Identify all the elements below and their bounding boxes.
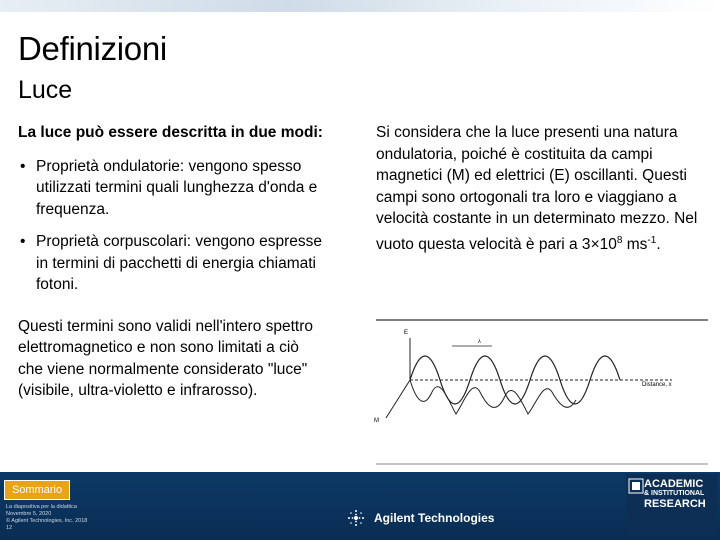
academic-research-logo (626, 474, 718, 536)
footer-line: 12 (6, 525, 13, 531)
bullet-item-wave (18, 156, 323, 221)
footer-bar (0, 472, 720, 540)
bullet-icon: • (20, 233, 26, 250)
footer-info (6, 504, 87, 532)
academic-emblem-icon (628, 478, 644, 494)
intro-text: La luce può essere descritta in due modi: (18, 124, 323, 141)
bullet-text: Proprietà corpuscolari: vengono espresse in termini di pacchetti di energia chiamati fotoni. (36, 233, 323, 293)
unit-text: ms (622, 235, 648, 253)
bullet-list (18, 156, 323, 296)
left-column (18, 122, 323, 402)
slide-subtitle: Luce (18, 76, 73, 104)
academic-line-3: RESEARCH (644, 498, 706, 510)
academic-line-1: ACADEMIC (644, 478, 704, 490)
right-column (376, 122, 711, 255)
academic-text (644, 478, 706, 510)
agilent-logo (346, 508, 494, 528)
header-strip (0, 0, 720, 12)
sommario-button[interactable]: Sommario (4, 480, 70, 500)
label-lambda: λ (478, 339, 481, 345)
times-symbol: × (590, 235, 600, 253)
period: . (656, 235, 661, 253)
academic-line-2: & INSTITUTIONAL (644, 490, 705, 497)
exponent-minus-1: -1 (647, 234, 657, 246)
footer-line: Novembre 5, 2020 (6, 511, 52, 517)
bullet-icon: • (20, 157, 26, 175)
bullet-item-particle (18, 231, 323, 296)
slide-title: Definizioni (18, 30, 167, 67)
agilent-name: Agilent Technologies (374, 511, 495, 525)
footer-line: © Agilent Technologies, Inc. 2018 (6, 518, 88, 524)
spectrum-note: Questi termini sono validi nell'intero spettro elettromagnetico e non sono limitati a ciò che viene normalmente considerato "luce" (visibile, ultra-violetto e infrarosso). (18, 317, 314, 399)
wave-description: Si considera che la luce presenti una natura ondulatoria, poiché è costituita da campi magnetici (M) ed elettrici (E) oscillanti. Questi campi sono ortogonali tra loro e viaggiano a velocità costante in un determinato mezzo. Nel vuoto questa velocità è pari a 3 (376, 124, 698, 253)
footer-line: La diapositiva per la didattica (6, 504, 77, 510)
agilent-spark-icon (346, 508, 366, 528)
exponent-8: 8 (616, 234, 623, 246)
ten-base: 10 (599, 235, 617, 253)
em-wave-diagram (372, 318, 708, 466)
label-e: E (404, 330, 409, 336)
label-m: M (374, 418, 379, 424)
label-distance: Distance, x (642, 382, 672, 388)
bullet-text: Proprietà ondulatorie: vengono spesso utilizzati termini quali lunghezza d'onda e frequenza. (36, 157, 318, 218)
